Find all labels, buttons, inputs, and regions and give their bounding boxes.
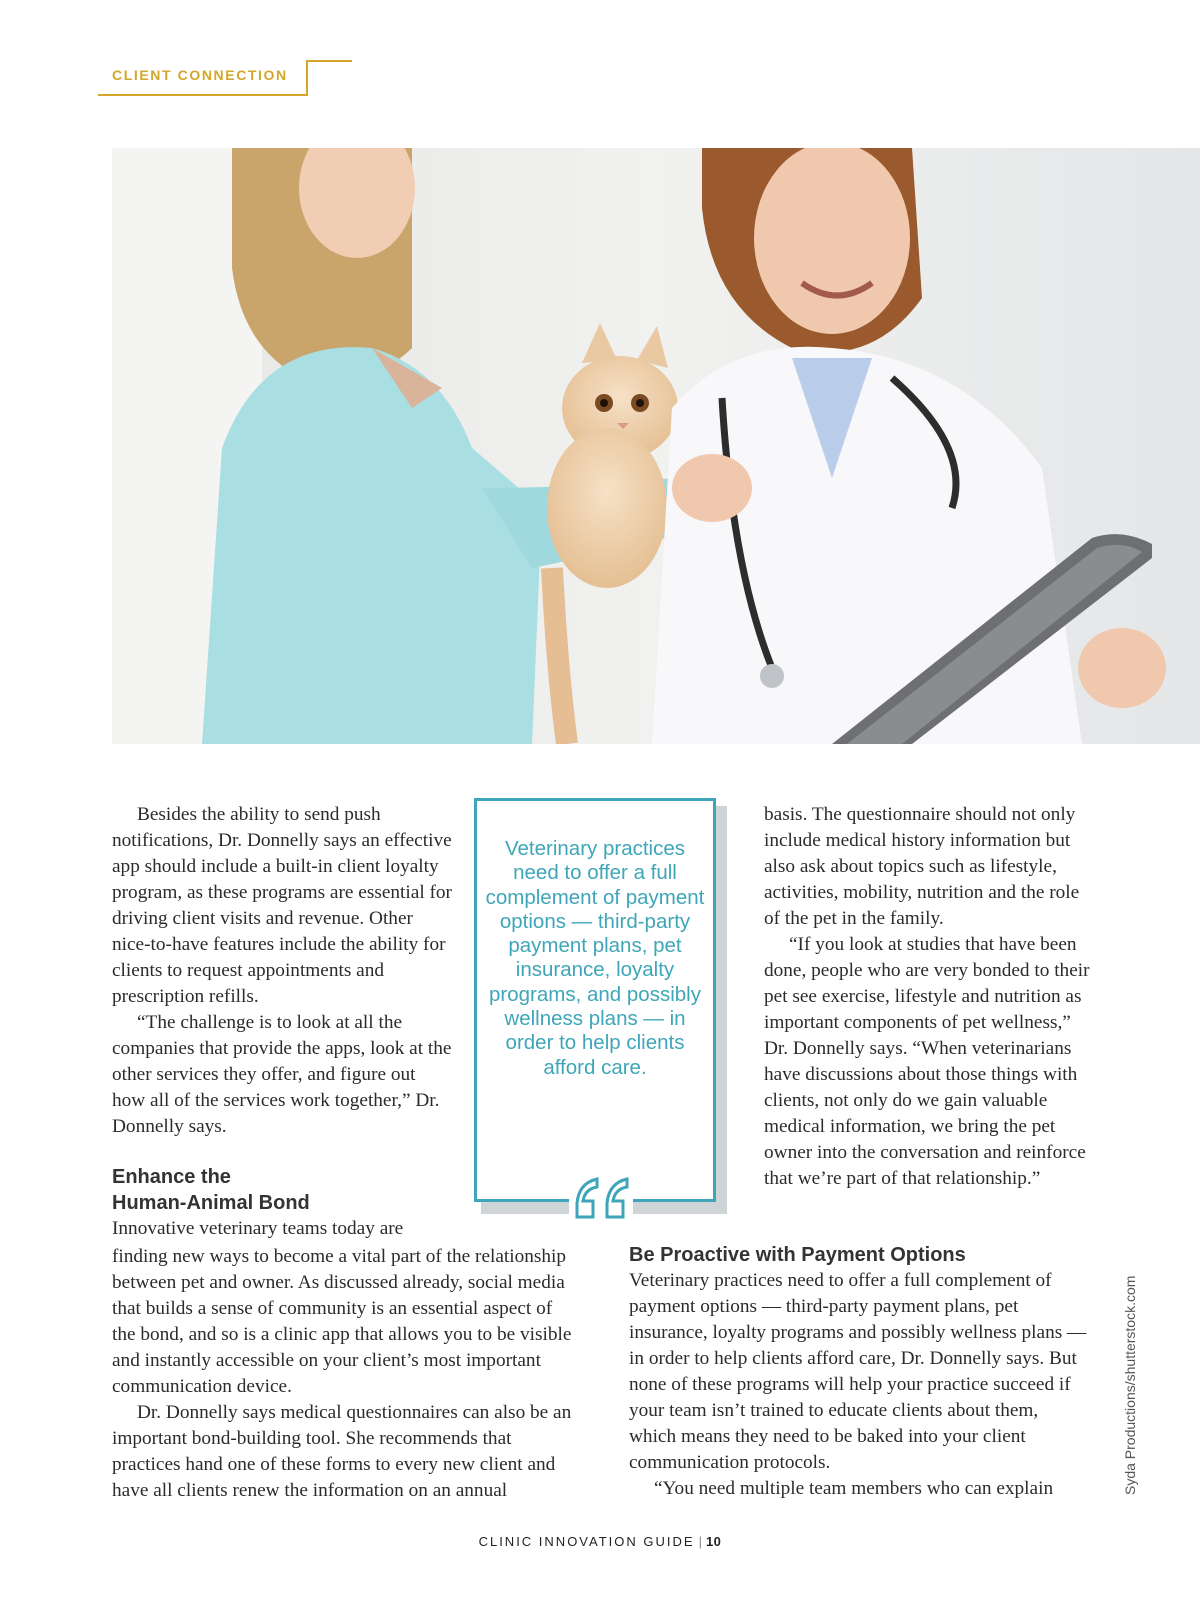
publication-name: CLINIC INNOVATION GUIDE — [478, 1534, 695, 1549]
page-footer — [0, 1534, 1200, 1549]
footer-separator: | — [698, 1534, 702, 1549]
pullquote-text: Veterinary practices need to offer a full complement of payment options — third-party payment plans, pet insurance, loyalty programs, and possibly wellness plans — in order to help clients afford care. — [485, 837, 705, 1079]
lower-right-paragraph-2: “You need multiple team members who can explain — [654, 1478, 1054, 1499]
left-column — [112, 802, 452, 1242]
right-paragraph-2: “If you look at studies that have been done, people who are very bonded to their pet see exercise, lifestyle and nutrition as important components of pet wellness,” Dr. Donnelly says. “When veterinarians have discussions about those things with clients, not only do we gain valuable medical information, we bring the pet owner into the conversation and reinforce that we’re part of that relationship.” — [764, 934, 1090, 1189]
right-paragraph-1: basis. The questionnaire should not only include medical history information but also ask about topics such as lifestyle, activities, mobility, nutrition and the role of the pet in the family. — [764, 804, 1080, 929]
pullquote-box — [474, 798, 716, 1202]
left-paragraph-3-start: Innovative veterinary teams today are — [112, 1218, 404, 1239]
lower-left-paragraph-1: finding new ways to become a vital part of the relationship between pet and owner. As discussed already, social media that builds a sense of community is an essential aspect of the bond, and so is a clinic app that allows you to be visible and instantly accessible on your client’s most important communication device. — [112, 1246, 572, 1397]
lower-left-paragraph-2: Dr. Donnelly says medical questionnaires can also be an important bond-building tool. She recommends that practices hand one of these forms to every new client and have all clients renew the information on an annual — [112, 1402, 572, 1501]
heading-human-animal-bond-line-2: Human-Animal Bond — [112, 1192, 310, 1214]
left-paragraph-2: “The challenge is to look at all the companies that provide the apps, look at the other services they offer, and figure out how all of the services work together,” Dr. Donnelly says. — [112, 1012, 452, 1137]
heading-payment-options: Be Proactive with Payment Options — [629, 1244, 966, 1266]
lower-left-column — [112, 1244, 572, 1504]
section-tag-overline — [306, 60, 352, 62]
page-number: 10 — [705, 1534, 722, 1549]
heading-human-animal-bond-line-1: Enhance the — [112, 1166, 231, 1188]
section-tag: CLIENT CONNECTION — [112, 67, 288, 83]
right-column — [764, 802, 1094, 1192]
lower-right-paragraph-1: Veterinary practices need to offer a full complement of payment options — third-party payment plans, pet insurance, loyalty programs and possibly wellness plans — in order to help clients afford care, Dr. Donnelly says. But none of these programs will help your practice succeed if your team isn’t trained to educate clients about them, which means they need to be baked into your client communication protocols. — [629, 1270, 1087, 1473]
left-paragraph-1: Besides the ability to send push notifications, Dr. Donnelly says an effective app should include a built-in client loyalty program, as these programs are essential for driving client visits and revenue. Other nice-to-have features include the ability for clients to request appointments and prescription refills. — [112, 804, 452, 1007]
hero-photo — [112, 148, 1200, 744]
photo-credit: Syda Productions/shutterstock.com — [1122, 1275, 1138, 1495]
section-tag-divider — [306, 60, 308, 96]
section-tag-underline — [98, 94, 308, 96]
hero-photo-illustration — [112, 148, 1200, 744]
lower-right-column — [629, 1242, 1089, 1502]
quote-mark-icon — [569, 1173, 633, 1217]
